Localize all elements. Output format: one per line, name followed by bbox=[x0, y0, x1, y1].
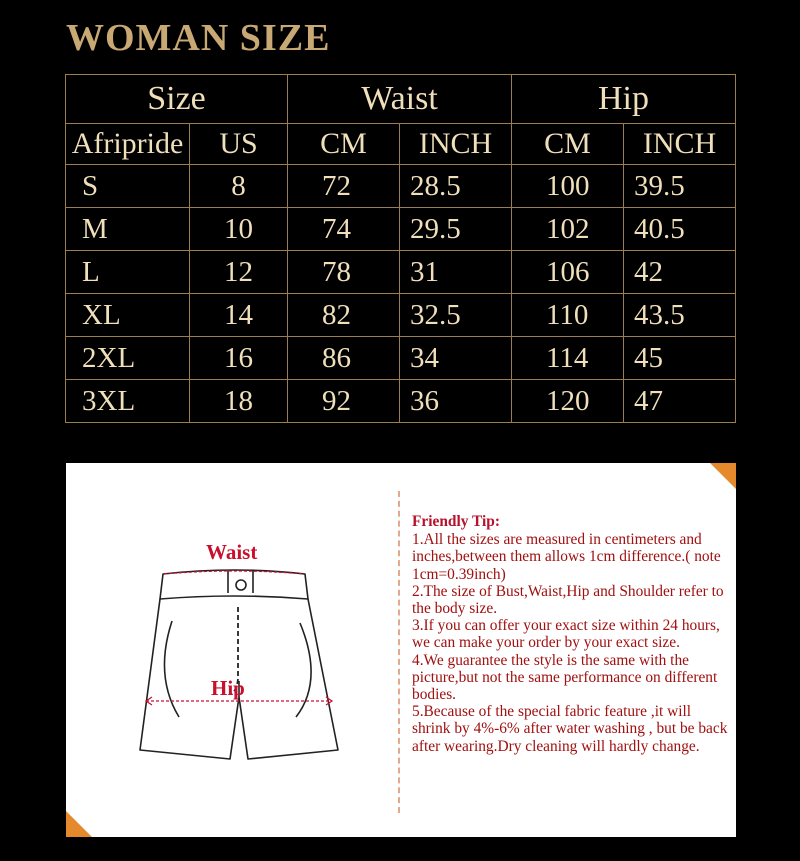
pocket-right bbox=[296, 623, 311, 717]
info-card bbox=[66, 463, 736, 837]
hip-inch-cell: 45 bbox=[624, 337, 736, 380]
shorts-diagram bbox=[134, 531, 344, 791]
hip-label: Hip bbox=[211, 676, 245, 700]
tip-item: 1.All the sizes are measured in centimeters and inches,between them allows 1cm difference.( note 1cm=0.39inch) bbox=[412, 531, 721, 583]
size-cell: M bbox=[66, 208, 190, 251]
friendly-tips bbox=[412, 513, 732, 755]
hip-cm-cell: 106 bbox=[512, 251, 624, 294]
hip-group-header: Hip bbox=[512, 75, 736, 124]
sub-header-row bbox=[66, 124, 736, 165]
hip-cm-cell: 120 bbox=[512, 380, 624, 423]
waist-cm-cell: 86 bbox=[288, 337, 400, 380]
waist-cm-cell: 92 bbox=[288, 380, 400, 423]
table-row bbox=[66, 337, 736, 380]
waistband-outline bbox=[160, 570, 308, 599]
group-header-row bbox=[66, 75, 736, 124]
waist-label: Waist bbox=[206, 540, 258, 564]
hip-inch-cell: 40.5 bbox=[624, 208, 736, 251]
waist-inch-cell: 29.5 bbox=[400, 208, 512, 251]
waist-cm-cell: 72 bbox=[288, 165, 400, 208]
us-cell: 12 bbox=[190, 251, 288, 294]
page-title: WOMAN SIZE bbox=[66, 17, 331, 59]
us-cell: 10 bbox=[190, 208, 288, 251]
hip-cm-cell: 114 bbox=[512, 337, 624, 380]
waist-cm-cell: 74 bbox=[288, 208, 400, 251]
waist-group-header: Waist bbox=[288, 75, 512, 124]
size-cell: XL bbox=[66, 294, 190, 337]
waist-cm-header: CM bbox=[288, 124, 400, 165]
tip-item: 5.Because of the special fabric feature ,it will shrink by 4%-6% after water washing , but be back after wearing.Dry cleaning will hardly change. bbox=[412, 703, 728, 755]
size-cell: S bbox=[66, 165, 190, 208]
us-cell: 18 bbox=[190, 380, 288, 423]
corner-accent-top-right bbox=[710, 463, 736, 489]
size-group-header: Size bbox=[66, 75, 288, 124]
hip-inch-header: INCH bbox=[624, 124, 736, 165]
size-cell: 3XL bbox=[66, 380, 190, 423]
tip-item: 2.The size of Bust,Waist,Hip and Shoulder refer to the body size. bbox=[412, 582, 724, 618]
us-size-header: US bbox=[190, 124, 288, 165]
tips-title: Friendly Tip: bbox=[412, 513, 500, 530]
waist-inch-cell: 36 bbox=[400, 380, 512, 423]
hip-inch-cell: 43.5 bbox=[624, 294, 736, 337]
corner-accent-bottom-left bbox=[66, 811, 92, 837]
waist-inch-cell: 31 bbox=[400, 251, 512, 294]
hip-inch-cell: 47 bbox=[624, 380, 736, 423]
us-cell: 8 bbox=[190, 165, 288, 208]
dashed-divider bbox=[398, 491, 400, 813]
size-table bbox=[65, 74, 736, 423]
hip-inch-cell: 42 bbox=[624, 251, 736, 294]
size-cell: 2XL bbox=[66, 337, 190, 380]
button-icon bbox=[236, 580, 246, 590]
hip-inch-cell: 39.5 bbox=[624, 165, 736, 208]
waist-inch-cell: 28.5 bbox=[400, 165, 512, 208]
size-cell: L bbox=[66, 251, 190, 294]
waist-inch-header: INCH bbox=[400, 124, 512, 165]
hip-cm-cell: 100 bbox=[512, 165, 624, 208]
hip-cm-cell: 102 bbox=[512, 208, 624, 251]
waist-cm-cell: 82 bbox=[288, 294, 400, 337]
table-row bbox=[66, 208, 736, 251]
waist-inch-cell: 32.5 bbox=[400, 294, 512, 337]
tip-item: 3.If you can offer your exact size within 24 hours, we can make your order by your exact size. bbox=[412, 617, 720, 652]
table-row bbox=[66, 251, 736, 294]
table-row bbox=[66, 380, 736, 423]
us-cell: 16 bbox=[190, 337, 288, 380]
us-cell: 14 bbox=[190, 294, 288, 337]
hip-cm-cell: 110 bbox=[512, 294, 624, 337]
table-row bbox=[66, 165, 736, 208]
table-row bbox=[66, 294, 736, 337]
pocket-left bbox=[164, 621, 179, 717]
tip-item: 4.We guarantee the style is the same with the picture,but not the same performance on different bodies. bbox=[412, 651, 718, 704]
waist-inch-cell: 34 bbox=[400, 337, 512, 380]
brand-size-header: Afripride bbox=[66, 124, 190, 165]
hip-cm-header: CM bbox=[512, 124, 624, 165]
waist-cm-cell: 78 bbox=[288, 251, 400, 294]
